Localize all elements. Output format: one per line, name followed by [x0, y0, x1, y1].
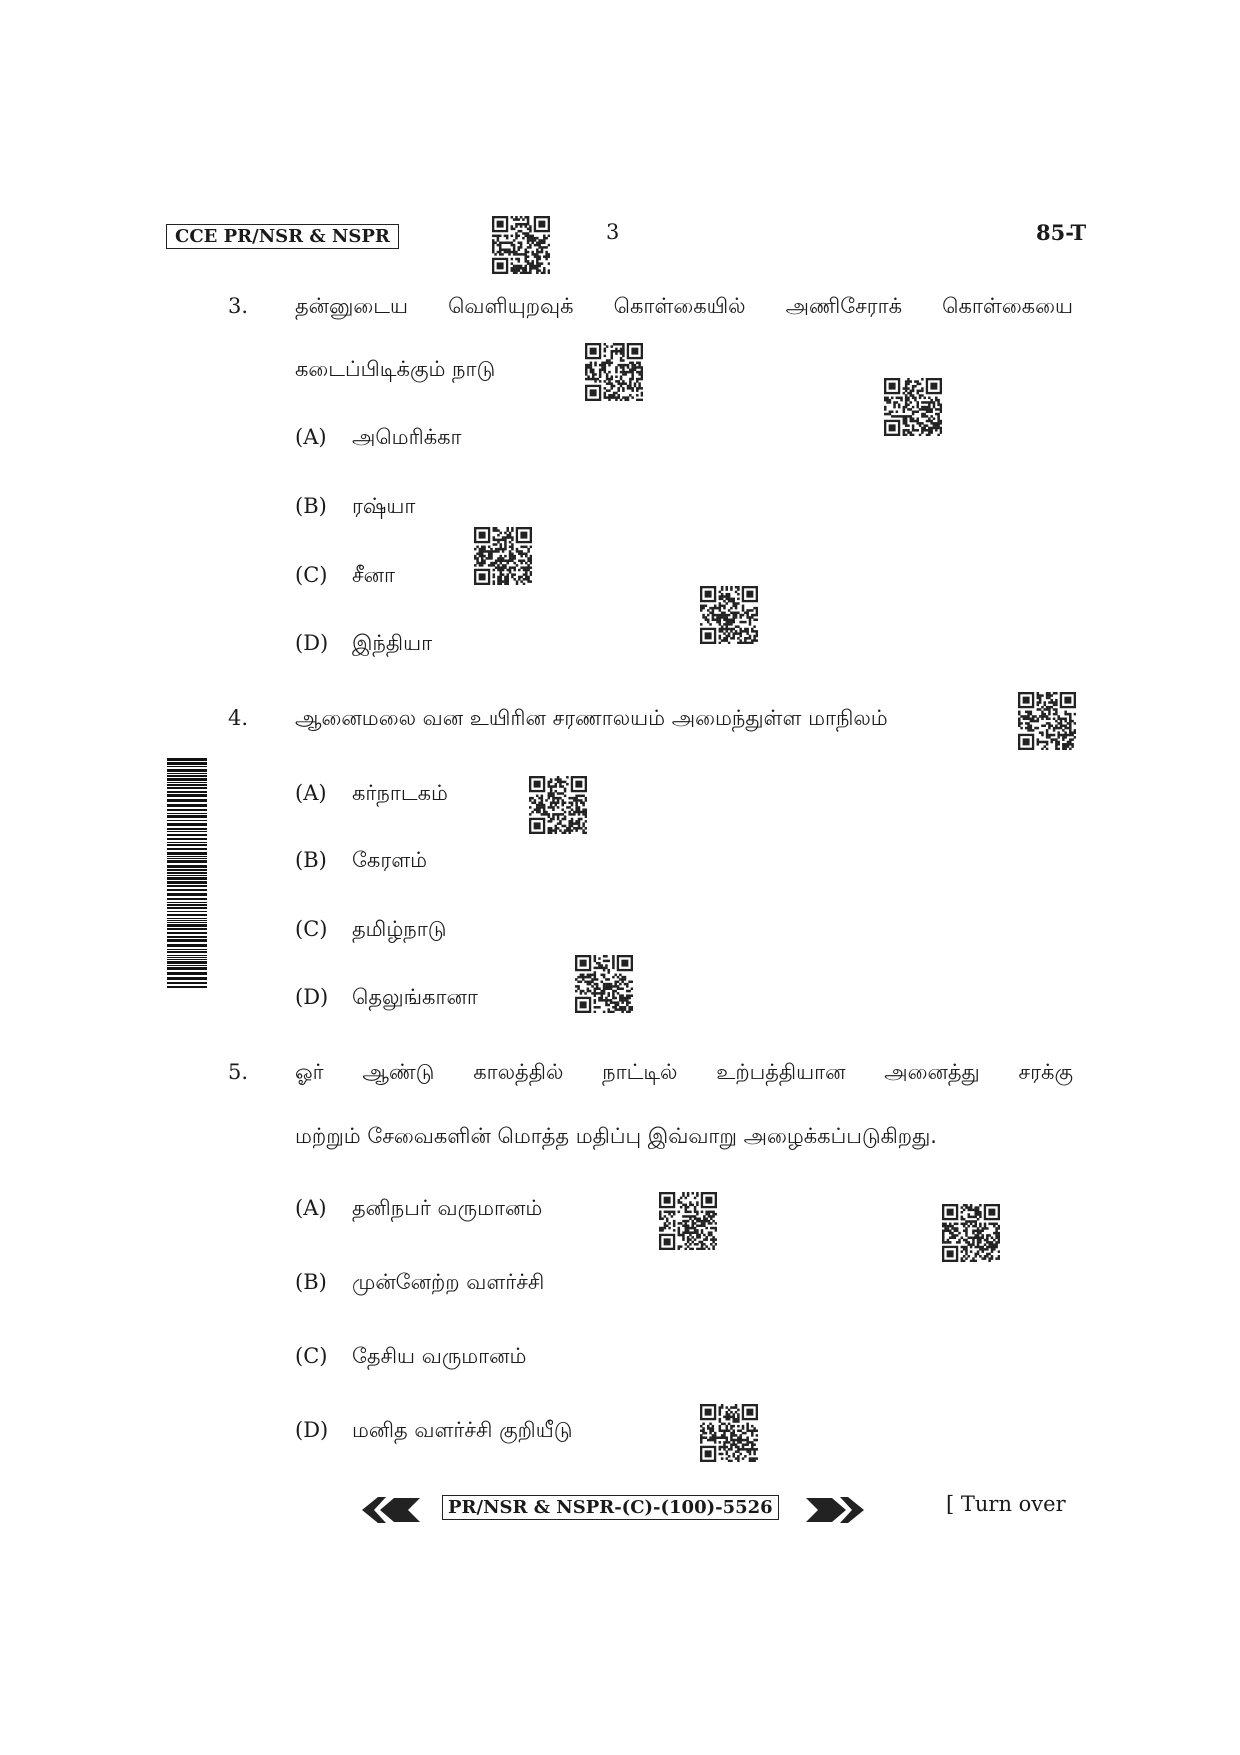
q4-option-d-text: தெலுங்கானா [352, 985, 478, 1009]
footer-code-box: PR/NSR & NSPR-(C)-(100)-5526 [442, 1495, 779, 1520]
qr-code-icon [942, 1204, 1000, 1262]
q4-option-a-label: (A) [295, 781, 327, 805]
q5-option-c-label: (C) [295, 1344, 328, 1368]
q4-option-c-text: தமிழ்நாடு [352, 917, 447, 941]
q5-option-c-text: தேசிய வருமானம் [352, 1344, 527, 1368]
qr-code-icon [529, 776, 587, 834]
question-5-text-line1: ஓர் ஆண்டு காலத்தில் நாட்டில் உற்பத்தியான அனைத்து சரக்கு [295, 1060, 1073, 1084]
question-3-text-line2: கடைப்பிடிக்கும் நாடு [295, 357, 496, 381]
page-number: 3 [606, 220, 620, 244]
q3-option-a-text: அமெரிக்கா [352, 425, 462, 449]
qr-code-icon [585, 343, 643, 401]
turn-over-text: [ Turn over [946, 1492, 1066, 1516]
q4-option-b-text: கேரளம் [352, 848, 428, 872]
q3-option-c-label: (C) [295, 563, 328, 587]
qr-code-icon [700, 1404, 758, 1462]
qr-code-icon [1018, 692, 1076, 750]
qr-code-icon [884, 378, 942, 436]
q5-option-b-label: (B) [295, 1270, 327, 1294]
question-5-number: 5. [228, 1060, 249, 1084]
q5-option-b-text: முன்னேற்ற வளர்ச்சி [352, 1270, 545, 1294]
qr-code-icon [700, 586, 758, 644]
q4-option-b-label: (B) [295, 848, 327, 872]
qr-code-icon [474, 527, 532, 585]
qr-code-icon [575, 955, 633, 1013]
question-4-number: 4. [228, 706, 249, 730]
barcode-icon [167, 758, 207, 990]
qr-code-icon [492, 216, 550, 274]
q5-option-a-label: (A) [295, 1196, 327, 1220]
question-3-number: 3. [228, 294, 249, 318]
question-4-text-line1: ஆனைமலை வன உயிரின சரணாலயம் அமைந்துள்ள மாநிலம் [295, 706, 888, 730]
q3-option-c-text: சீனா [352, 563, 395, 587]
q5-option-a-text: தனிநபர் வருமானம் [352, 1196, 543, 1220]
q4-option-a-text: கர்நாடகம் [352, 781, 448, 805]
question-5-text-line2: மற்றும் சேவைகளின் மொத்த மதிப்பு இவ்வாறு அழைக்கப்படுகிறது. [295, 1124, 937, 1148]
q4-option-c-label: (C) [295, 917, 328, 941]
q3-option-b-text: ரஷ்யா [352, 494, 416, 518]
q3-option-d-text: இந்தியா [352, 631, 433, 655]
left-arrow-icon [362, 1494, 420, 1526]
qr-code-icon [659, 1192, 717, 1250]
q3-option-a-label: (A) [295, 425, 327, 449]
q4-option-d-label: (D) [295, 985, 329, 1009]
question-3-text-line1: தன்னுடைய வெளியுறவுக் கொள்கையில் அணிசேராக் கொள்கையை [295, 294, 1073, 318]
header-code-box: CCE PR/NSR & NSPR [166, 224, 399, 249]
right-arrow-icon [806, 1494, 864, 1526]
q5-option-d-label: (D) [295, 1418, 329, 1442]
q3-option-b-label: (B) [295, 494, 327, 518]
paper-code: 85-T [1036, 220, 1087, 245]
q5-option-d-text: மனித வளர்ச்சி குறியீடு [352, 1418, 573, 1442]
q3-option-d-label: (D) [295, 631, 329, 655]
